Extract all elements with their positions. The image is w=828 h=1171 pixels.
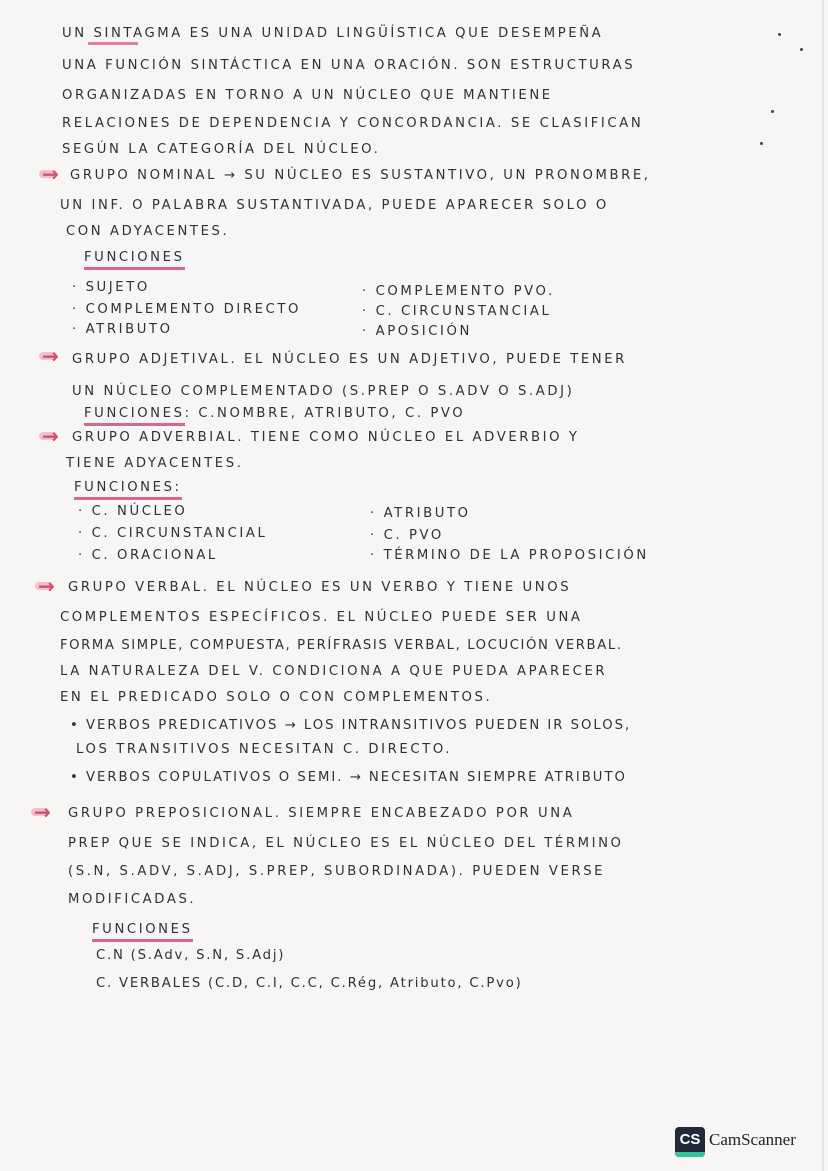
- intro-line-1: [62, 26, 603, 41]
- verbal-line-5: EN EL PREDICADO SOLO O CON COMPLEMENTOS.: [60, 690, 493, 705]
- intro-text: UN SINTAGMA ES UNA UNIDAD LINGÜÍSTICA QUE DESEMPEÑA: [62, 26, 604, 41]
- verbal-bullet-2: • VERBOS COPULATIVOS O SEMI. → NECESITAN SIEMPRE ATRIBUTO: [70, 770, 627, 785]
- preposicional-line-1: GRUPO PREPOSICIONAL. SIEMPRE ENCABEZADO POR UNA: [68, 806, 575, 821]
- page-edge: [822, 0, 824, 1171]
- preposicional-line-3: (S.N, S.ADV, S.ADJ, S.PREP, SUBORDINADA). PUEDEN VERSE: [68, 864, 606, 879]
- preposicional-line-2: PREP QUE SE INDICA, EL NÚCLEO ES EL NÚCLEO DEL TÉRMINO: [68, 836, 624, 851]
- nominal-fn-left-3: · ATRIBUTO: [72, 322, 173, 337]
- verbal-bullet-1-cont: LOS TRANSITIVOS NECESITAN C. DIRECTO.: [76, 742, 453, 757]
- intro-line-5: SEGÚN LA CATEGORÍA DEL NÚCLEO.: [62, 142, 381, 157]
- arrow-icon: →: [42, 162, 59, 186]
- intro-line-4: RELACIONES DE DEPENDENCIA Y CONCORDANCIA. SE CLASIFICAN: [62, 116, 644, 131]
- functions-heading: FUNCIONES: [84, 407, 185, 426]
- adverbial-fn-left-3: · C. ORACIONAL: [78, 548, 218, 563]
- preposicional-line-4: MODIFICADAS.: [68, 892, 197, 907]
- nominal-functions-label: [84, 250, 185, 270]
- sintagma-underline: [88, 42, 138, 45]
- stray-mark: [800, 48, 803, 51]
- adjetival-functions-text: : C.NOMBRE, ATRIBUTO, C. PVO: [184, 406, 466, 421]
- intro-line-2: UNA FUNCIÓN SINTÁCTICA EN UNA ORACIÓN. SON ESTRUCTURAS: [62, 58, 636, 73]
- functions-heading: FUNCIONES: [92, 923, 193, 942]
- nominal-line-2: UN INF. O PALABRA SUSTANTIVADA, PUEDE APARECER SOLO O: [60, 198, 609, 213]
- verbal-line-3: FORMA SIMPLE, COMPUESTA, PERÍFRASIS VERBAL, LOCUCIÓN VERBAL.: [60, 638, 623, 653]
- adverbial-fn-right-3: · TÉRMINO DE LA PROPOSICIÓN: [370, 548, 649, 563]
- adverbial-fn-right-1: · ATRIBUTO: [370, 506, 471, 521]
- camscanner-watermark: CamScanner: [709, 1130, 796, 1149]
- adjetival-line-1: GRUPO ADJETIVAL. EL NÚCLEO ES UN ADJETIVO, PUEDE TENER: [72, 352, 627, 367]
- preposicional-fn-2: C. VERBALES (C.D, C.I, C.C, C.Rég, Atributo, C.Pvo): [96, 976, 523, 991]
- preposicional-functions-label: [92, 922, 193, 942]
- nominal-line-3: CON ADYACENTES.: [66, 224, 230, 239]
- adverbial-fn-right-2: · C. PVO: [370, 528, 444, 543]
- adverbial-fn-left-2: · C. CIRCUNSTANCIAL: [78, 526, 268, 541]
- nominal-fn-right-2: · C. CIRCUNSTANCIAL: [362, 304, 552, 319]
- arrow-icon: →: [38, 574, 55, 598]
- verbal-line-1: GRUPO VERBAL. EL NÚCLEO ES UN VERBO Y TIENE UNOS: [68, 580, 572, 595]
- adverbial-line-2: TIENE ADYACENTES.: [66, 456, 244, 471]
- nominal-fn-right-1: · COMPLEMENTO PVO.: [362, 284, 555, 299]
- adverbial-functions-label: [74, 480, 182, 500]
- preposicional-fn-1: C.N (S.Adv, S.N, S.Adj): [96, 948, 286, 963]
- functions-heading: FUNCIONES:: [74, 481, 182, 500]
- arrow-icon: →: [42, 424, 59, 448]
- arrow-icon: →: [34, 800, 51, 824]
- stray-mark: [771, 110, 774, 113]
- adverbial-line-1: GRUPO ADVERBIAL. TIENE COMO NÚCLEO EL ADVERBIO Y: [72, 430, 580, 445]
- verbal-bullet-1: • VERBOS PREDICATIVOS → LOS INTRANSITIVOS PUEDEN IR SOLOS,: [70, 718, 632, 733]
- verbal-line-2: COMPLEMENTOS ESPECÍFICOS. EL NÚCLEO PUEDE SER UNA: [60, 610, 583, 625]
- adjetival-line-2: UN NÚCLEO COMPLEMENTADO (S.PREP O S.ADV O S.ADJ): [72, 384, 575, 399]
- camscanner-logo-icon: CS: [675, 1127, 705, 1157]
- functions-heading: FUNCIONES: [84, 251, 185, 270]
- nominal-line-1: GRUPO NOMINAL → SU NÚCLEO ES SUSTANTIVO, UN PRONOMBRE,: [70, 168, 651, 183]
- adverbial-fn-left-1: · C. NÚCLEO: [78, 504, 188, 519]
- arrow-icon: →: [42, 344, 59, 368]
- verbal-line-4: LA NATURALEZA DEL V. CONDICIONA A QUE PUEDA APARECER: [60, 664, 608, 679]
- nominal-fn-right-3: · APOSICIÓN: [362, 324, 472, 339]
- nominal-fn-left-2: · COMPLEMENTO DIRECTO: [72, 302, 301, 317]
- nominal-fn-left-1: · SUJETO: [72, 280, 150, 295]
- adjetival-functions: [84, 406, 465, 426]
- stray-mark: [778, 33, 781, 36]
- stray-mark: [760, 142, 763, 145]
- intro-line-3: ORGANIZADAS EN TORNO A UN NÚCLEO QUE MANTIENE: [62, 88, 553, 103]
